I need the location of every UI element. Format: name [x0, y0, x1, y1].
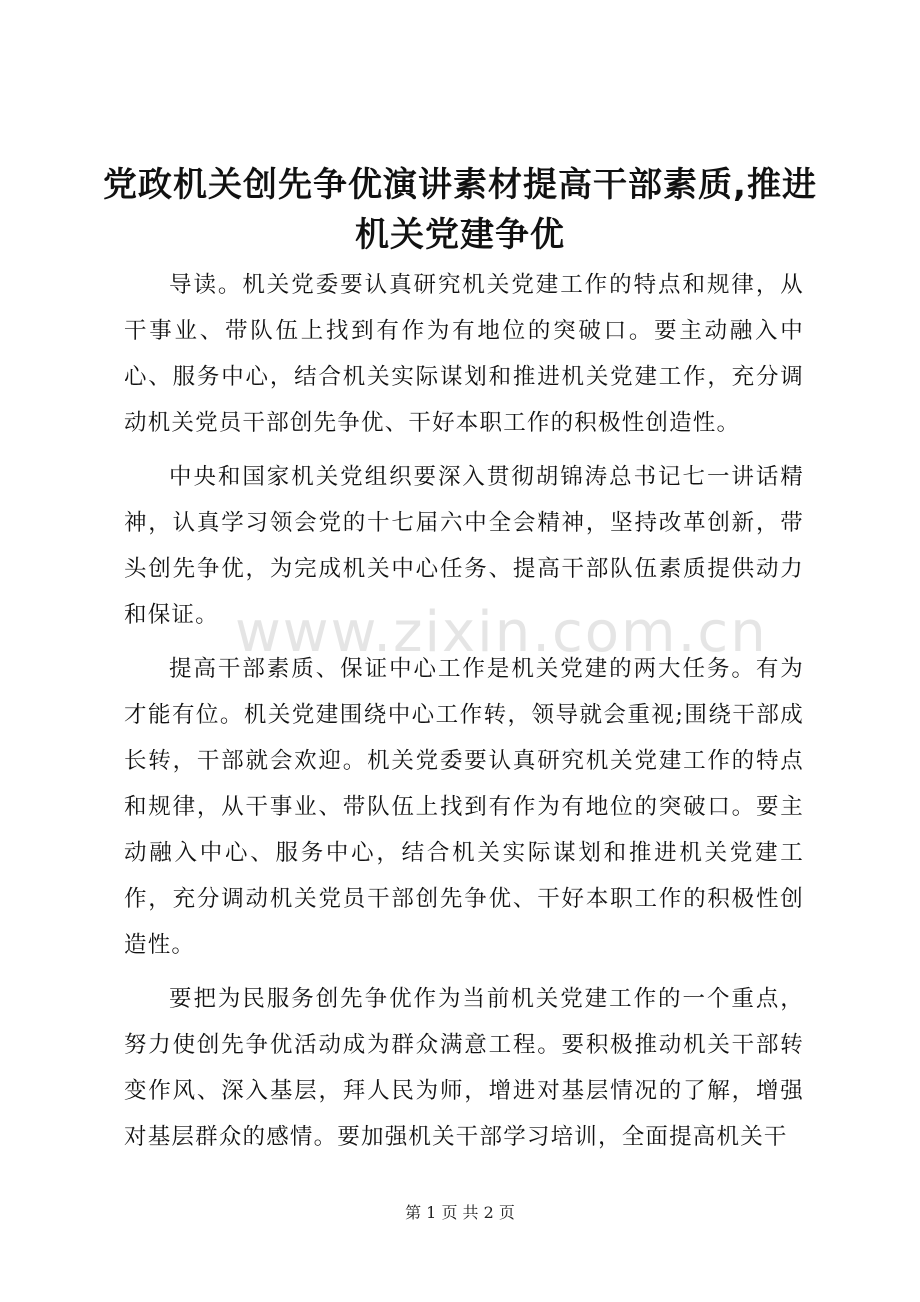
document-body	[124, 262, 804, 1168]
paragraph: 导读。机关党委要认真研究机关党建工作的特点和规律，从干事业、带队伍上找到有作为有地位的突破口。要主动融入中心、服务中心，结合机关实际谋划和推进机关党建工作，充分调动机关党员干部创先争优、干好本职工作的积极性创造性。	[124, 272, 804, 436]
paragraph: 中央和国家机关党组织要深入贯彻胡锦涛总书记七一讲话精神，认真学习领会党的十七届六中全会精神，坚持改革创新，带头创先争优，为完成机关中心任务、提高干部队伍素质提供动力和保证。	[124, 464, 804, 628]
watermark: www.zixin.com.cn	[235, 600, 768, 665]
page-number-footer: 第 1 页 共 2 页	[405, 1203, 515, 1222]
document-title: 党政机关创先争优演讲素材提高干部素质,推进机关党建争优	[103, 165, 817, 255]
paragraph: 要把为民服务创先争优作为当前机关党建工作的一个重点，努力使创先争优活动成为群众满意工程。要积极推动机关干部转变作风、深入基层，拜人民为师，增进对基层情况的了解，增强对基层群众的感情。要加强机关干部学习培训，全面提高机关干	[124, 986, 804, 1150]
paragraph: 提高干部素质、保证中心工作是机关党建的两大任务。有为才能有位。机关党建围绕中心工作转，领导就会重视;围绕干部成长转，干部就会欢迎。机关党委要认真研究机关党建工作的特点和规律，从干事业、带队伍上找到有作为有地位的突破口。要主动融入中心、服务中心，结合机关实际谋划和推进机关党建工作，充分调动机关党员干部创先争优、干好本职工作的积极性创造性。	[124, 656, 804, 958]
